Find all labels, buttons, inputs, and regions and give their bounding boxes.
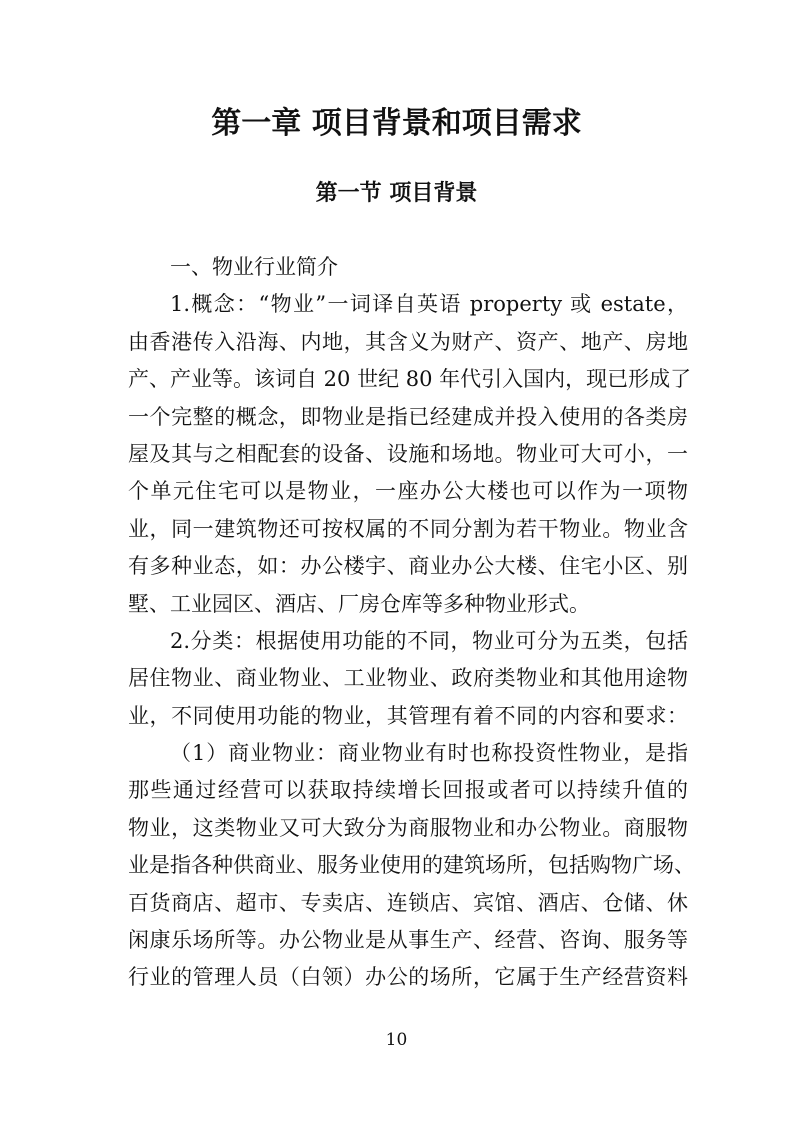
text-line: 业，不同使用功能的物业，其管理有着不同的内容和要求： — [128, 703, 688, 728]
text-line: 1.概念：“物业”一词译自英语 property 或 estate， — [170, 292, 688, 317]
text-line: 屋及其与之相配套的设备、设施和场地。物业可大可小，一 — [128, 441, 688, 466]
text-line: （1）商业物业：商业物业有时也称投资性物业，是指 — [170, 741, 688, 766]
text-line: 一个完整的概念，即物业是指已经建成并投入使用的各类房 — [128, 404, 688, 429]
paragraph-concept — [128, 286, 692, 623]
text-line: 业是指各种供商业、服务业使用的建筑场所，包括购物广场、 — [128, 853, 695, 878]
chapter-title: 第一章 项目背景和项目需求 — [211, 106, 582, 141]
text-line: 物业，这类物业又可大致分为商服物业和办公物业。商服物 — [128, 815, 688, 840]
text-line: 墅、工业园区、酒店、厂房仓库等多种物业形式。 — [128, 591, 590, 616]
text-line: 有多种业态，如：办公楼宇、商业办公大楼、住宅小区、别 — [128, 554, 688, 579]
section-title: 第一节 项目背景 — [315, 180, 478, 206]
text-line: 2.分类：根据使用功能的不同，物业可分为五类，包括 — [170, 628, 688, 653]
text-line: 产、产业等。该词自 20 世纪 80 年代引入国内，现已形成了 — [128, 367, 692, 392]
text-line: 百货商店、超市、专卖店、连锁店、宾馆、酒店、仓储、休 — [128, 890, 688, 915]
text-line: 由香港传入沿海、内地，其含义为财产、资产、地产、房地 — [128, 329, 688, 354]
paragraph-commercial-property — [128, 735, 695, 997]
text-line: 个单元住宅可以是物业，一座办公大楼也可以作为一项物 — [128, 479, 688, 504]
text-line: 居住物业、商业物业、工业物业、政府类物业和其他用途物 — [128, 666, 688, 691]
text-line: 业，同一建筑物还可按权属的不同分割为若干物业。物业含 — [128, 516, 688, 541]
body-text — [128, 249, 695, 997]
subsection-heading: 一、物业行业简介 — [170, 255, 338, 279]
paragraph-classification — [128, 623, 688, 735]
text-line: 行业的管理人员（白领）办公的场所，它属于生产经营资料 — [128, 965, 688, 990]
page-number: 10 — [385, 1030, 408, 1050]
text-line: 那些通过经营可以获取持续增长回报或者可以持续升值的 — [128, 778, 688, 803]
text-line: 闲康乐场所等。办公物业是从事生产、经营、咨询、服务等 — [128, 928, 688, 953]
